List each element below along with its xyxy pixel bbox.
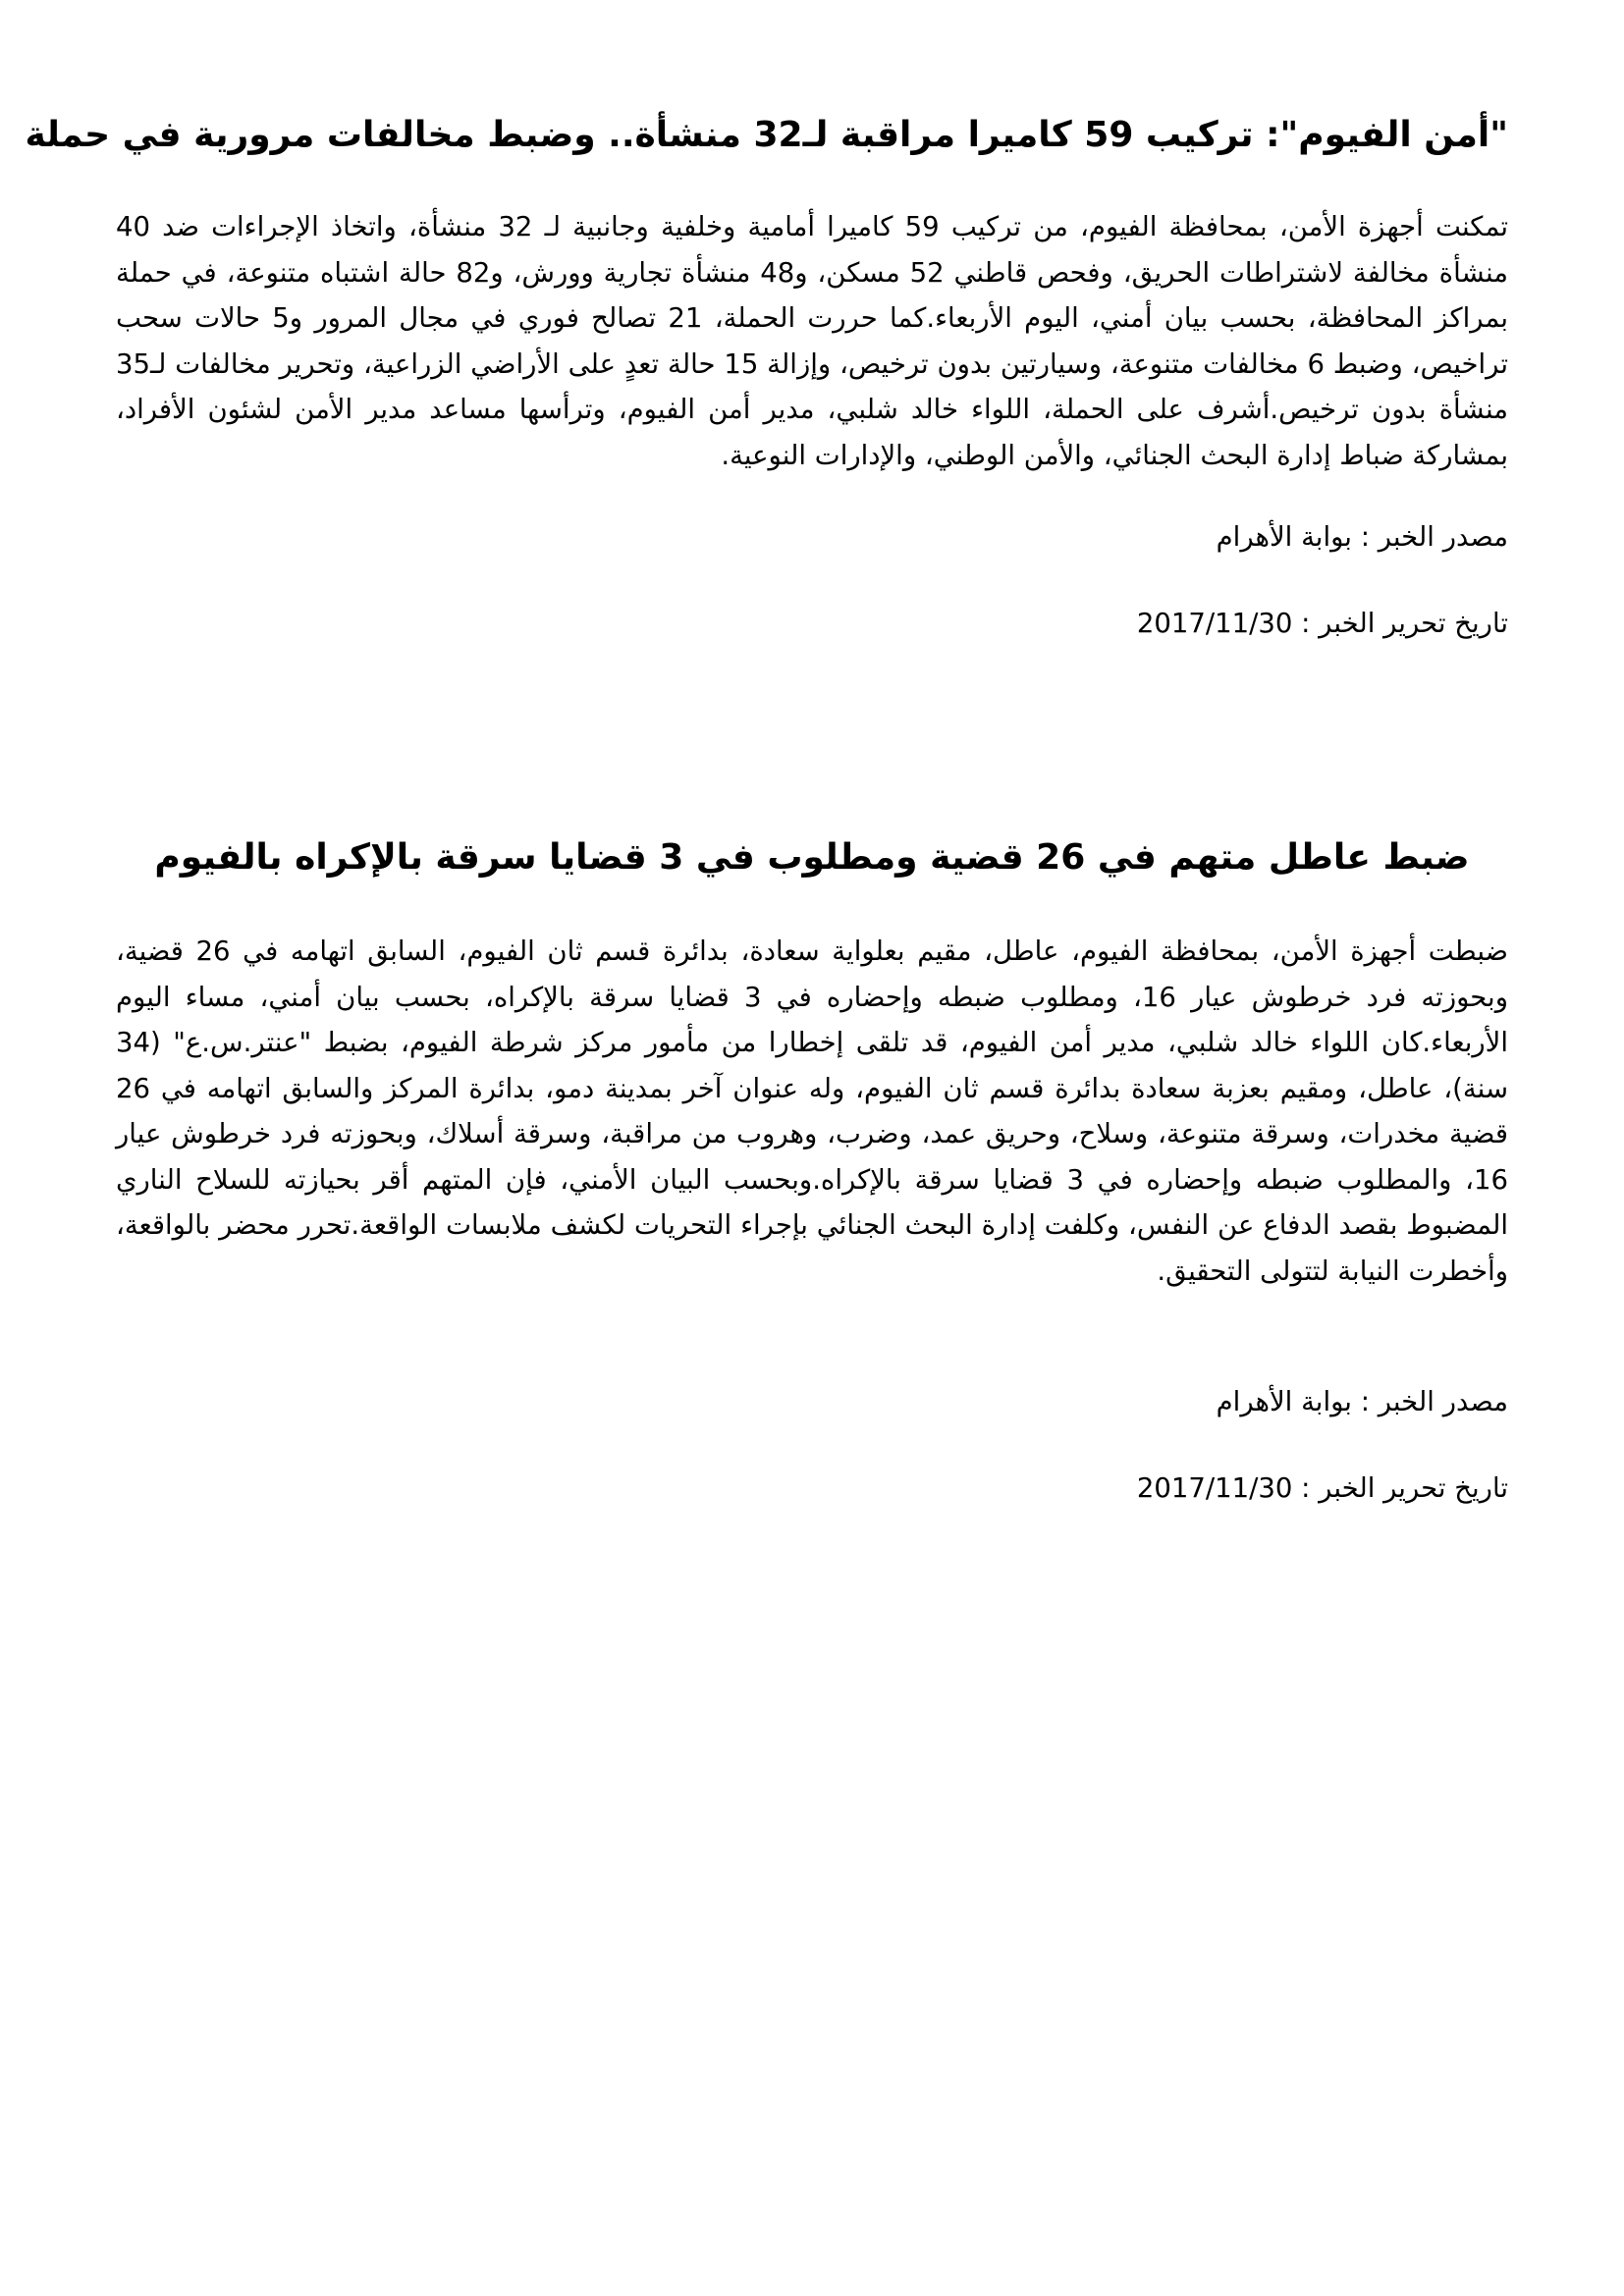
article-headline: ضبط عاطل متهم في 26 قضية ومطلوب في 3 قضايا سرقة بالإكراه بالفيوم bbox=[154, 837, 1470, 878]
article-date-label: تاريخ تحرير الخبر : bbox=[1301, 608, 1508, 639]
news-article-1 bbox=[25, 110, 1509, 643]
article-body: ضبطت أجهزة الأمن، بمحافظة الفيوم، عاطل، مقيم بعلواية سعادة، بدائرة قسم ثان الفيوم، السابق اتهامه في 26 قضية، وبحوزته فرد خرطوش عيار 16، ومطلوب ضبطه وإحضاره في 3 قضايا سرقة بالإكراه، بحسب بيان أمني، مساء اليوم الأربعاء.كان اللواء خالد شلبي، مدير أمن الفيوم، قد تلقى إخطارا من مأمور مركز شرطة الفيوم، بضبط "عنتر.س.ع" (34 سنة)، عاطل، ومقيم بعزبة سعادة بدائرة قسم ثان الفيوم، وله عنوان آخر بمدينة دمو، بدائرة المركز والسابق اتهامه في 26 قضية مخدرات، وسرقة متنوعة، وسلاح، وحريق عمد، وضرب، وهروب من مراقبة، وسرقة أسلاك، وبحوزته فرد خرطوش عيار 16، والمطلوب ضبطه وإحضاره في 3 قضايا سرقة بالإكراه.وبحسب البيان الأمني، فإن المتهم أقر بحيازته للسلاح الناري المضبوط بقصد الدفاع عن النفس، وكلفت إدارة البحث الجنائي بإجراء التحريات لكشف ملابسات الواقعة.تحرر محضر بالواقعة، وأخطرت النيابة لتتولى التحقيق. bbox=[116, 935, 1509, 1287]
article-date-value: 2017/11/30 bbox=[1136, 608, 1293, 639]
article-source: مصدر الخبر : بوابة الأهرام bbox=[1216, 1386, 1508, 1417]
article-body: تمكنت أجهزة الأمن، بمحافظة الفيوم، من تركيب 59 كاميرا أمامية وخلفية وجانبية لـ 32 منشأة، واتخاذ الإجراءات ضد 40 منشأة مخالفة لاشتراطات الحريق، وفحص قاطني 52 مسكن، و48 منشأة تجارية وورش، و82 حالة اشتباه متنوعة، في حملة بمراكز المحافظة، بحسب بيان أمني، اليوم الأربعاء.كما حررت الحملة، 21 تصالح فوري في مجال المرور و5 حالات سحب تراخيص، وضبط 6 مخالفات متنوعة، وسيارتين بدون ترخيص، وإزالة 15 حالة تعدٍ على الأراضي الزراعية، وتحرير مخالفات لـ35 منشأة بدون ترخيص.أشرف على الحملة، اللواء خالد شلبي، مدير أمن الفيوم، وترأسها مساعد مدير الأمن لشئون الأفراد، بمشاركة ضباط إدارة البحث الجنائي، والأمن الوطني، والإدارات النوعية. bbox=[116, 211, 1509, 471]
article-date-value: 2017/11/30 bbox=[1136, 1472, 1293, 1504]
article-source: مصدر الخبر : بوابة الأهرام bbox=[1216, 521, 1508, 553]
article-date bbox=[116, 1468, 1508, 1508]
article-headline: "أمن الفيوم": تركيب 59 كاميرا مراقبة لـ32 منشأة.. وضبط مخالفات مرورية في حملة bbox=[25, 115, 1508, 155]
news-article-2 bbox=[116, 832, 1508, 1508]
article-date-label: تاريخ تحرير الخبر : bbox=[1301, 1472, 1508, 1504]
article-date bbox=[116, 604, 1508, 643]
